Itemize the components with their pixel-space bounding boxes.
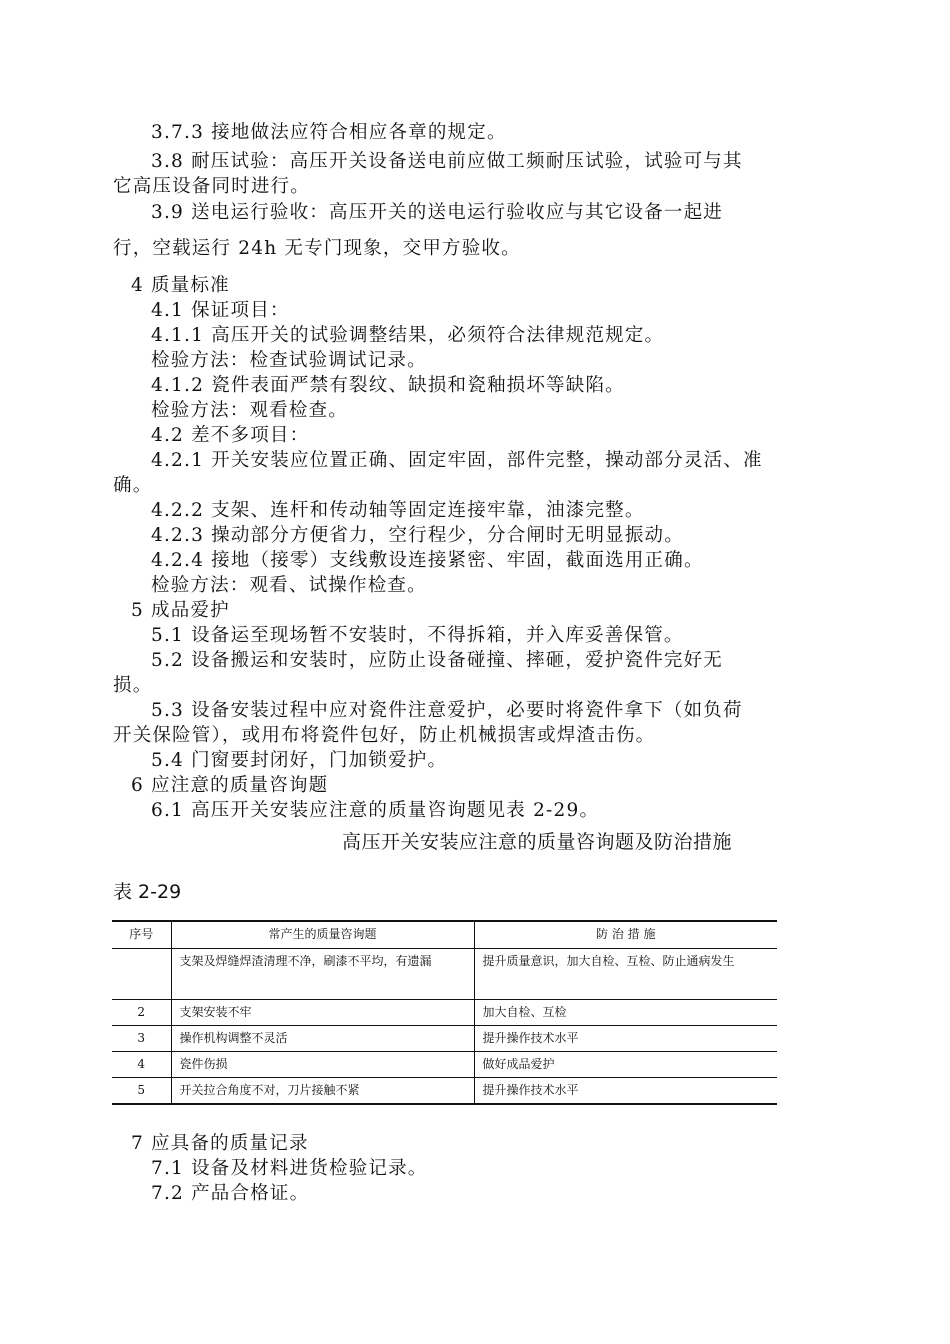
text-line: 4.2.4 接地（接零）支线敷设连接紧密、牢固，截面选用正确。	[151, 550, 704, 571]
text-line: 它高压设备同时进行。	[113, 176, 311, 197]
text-line: 4.2 差不多项目：	[151, 425, 310, 446]
cell-no	[112, 949, 171, 1000]
text-line: 3.9 送电运行验收：高压开关的送电运行验收应与其它设备一起进	[151, 202, 724, 223]
text-line: 行，空载运行 24h 无专门现象，交甲方验收。	[113, 238, 521, 259]
cell-measure: 做好成品爱护	[474, 1052, 777, 1078]
header-measure: 防 治 措 施	[474, 921, 777, 949]
cell-measure: 提升操作技术水平	[474, 1078, 777, 1105]
text-line: 4.2.3 操动部分方便省力，空行程少，分合闸时无明显振动。	[151, 525, 684, 546]
text-line: 4.2.2 支架、连杆和传动轴等固定连接牢靠，油漆完整。	[151, 500, 645, 521]
cell-problem: 支架安装不牢	[171, 1000, 474, 1026]
section-heading: 5 成品爱护	[131, 600, 230, 621]
cell-problem: 开关拉合角度不对，刀片接触不紧	[171, 1078, 474, 1105]
cell-no: 4	[112, 1052, 171, 1078]
text-line: 5.2 设备搬运和安装时，应防止设备碰撞、摔砸，爱护瓷件完好无	[151, 650, 724, 671]
text-line: 6.1 高压开关安装应注意的质量咨询题见表 2-29。	[151, 800, 600, 821]
text-line: 4.1.1 高压开关的试验调整结果，必须符合法律规范规定。	[151, 325, 665, 346]
table-row	[112, 949, 777, 1000]
cell-measure: 提升质量意识，加大自检、互检、防止通病发生	[474, 949, 777, 1000]
header-problem: 常产生的质量咨询题	[171, 921, 474, 949]
cell-measure: 加大自检、互检	[474, 1000, 777, 1026]
text-line: 检验方法：观看、试操作检查。	[151, 575, 427, 596]
cell-problem: 操作机构调整不灵活	[171, 1026, 474, 1052]
text-line: 4.1.2 瓷件表面严禁有裂纹、缺损和瓷釉损坏等缺陷。	[151, 375, 625, 396]
section-heading: 6 应注意的质量咨询题	[131, 775, 329, 796]
text-line: 7.2 产品合格证。	[151, 1183, 310, 1204]
table-header-row	[112, 921, 777, 949]
table-row	[112, 1078, 777, 1105]
text-line: 3.7.3 接地做法应符合相应各章的规定。	[151, 122, 507, 143]
cell-problem: 支架及焊缝焊渣清理不净，刷漆不平均，有遗漏	[171, 949, 474, 1000]
text-line: 检验方法：观看检查。	[151, 400, 349, 421]
cell-no: 2	[112, 1000, 171, 1026]
text-line: 5.4 门窗要封闭好，门加锁爱护。	[151, 750, 448, 771]
text-line: 5.3 设备安装过程中应对瓷件注意爱护，必要时将瓷件拿下（如负荷	[151, 700, 743, 721]
text-line: 检验方法：检查试验调试记录。	[151, 350, 427, 371]
table-row	[112, 1052, 777, 1078]
cell-problem: 瓷件伤损	[171, 1052, 474, 1078]
table-row	[112, 1026, 777, 1052]
section-heading: 4 质量标准	[131, 275, 230, 296]
table-row	[112, 1000, 777, 1026]
cell-no: 3	[112, 1026, 171, 1052]
table-title: 高压开关安装应注意的质量咨询题及防治措施	[342, 831, 733, 853]
text-line: 开关保险管），或用布将瓷件包好，防止机械损害或焊渣击伤。	[113, 725, 656, 746]
text-line: 确。	[113, 475, 153, 496]
cell-no: 5	[112, 1078, 171, 1105]
text-line: 7.1 设备及材料进货检验记录。	[151, 1158, 428, 1179]
header-no: 序号	[112, 921, 171, 949]
text-line: 5.1 设备运至现场暂不安装时，不得拆箱，并入库妥善保管。	[151, 625, 684, 646]
text-line: 损。	[113, 675, 153, 696]
text-line: 4.1 保证项目：	[151, 300, 290, 321]
cell-measure: 提升操作技术水平	[474, 1026, 777, 1052]
quality-issues-table	[112, 920, 777, 1105]
table-number: 表 2-29	[113, 881, 182, 903]
section-heading: 7 应具备的质量记录	[131, 1133, 309, 1154]
text-line: 4.2.1 开关安装应位置正确、固定牢固，部件完整，操动部分灵活、准	[151, 450, 763, 471]
text-line: 3.8 耐压试验：高压开关设备送电前应做工频耐压试验，试验可与其	[151, 151, 743, 172]
